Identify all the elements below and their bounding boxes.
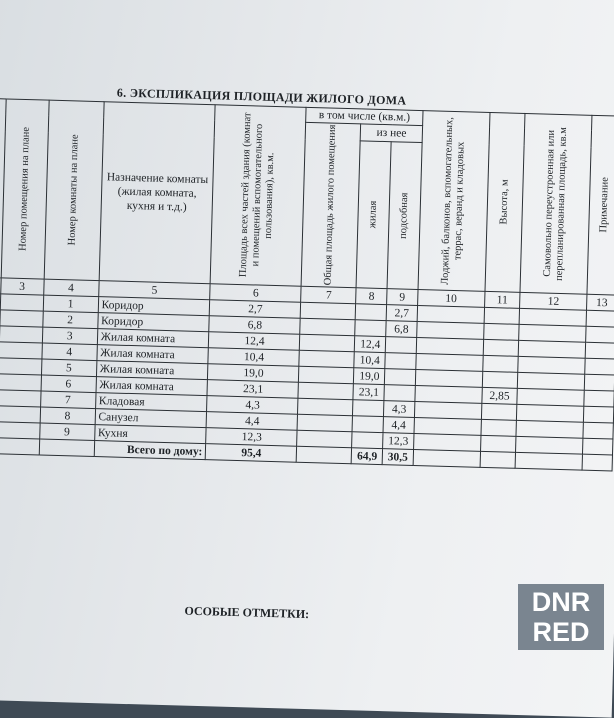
cell-room-no: 2 — [42, 311, 97, 329]
cell-room-no: 1 — [43, 295, 98, 313]
cell-loggias — [416, 337, 483, 355]
cell-note — [584, 406, 614, 423]
cell-common-living — [297, 430, 352, 448]
header-living: жилая — [357, 141, 392, 289]
cell-unauthorized — [519, 324, 586, 342]
cell-height — [481, 419, 517, 436]
header-room-no-plan: Номер помещения на плане — [1, 99, 49, 279]
total-common — [297, 446, 352, 464]
cell-loggias — [413, 433, 480, 451]
cell-note — [583, 438, 613, 455]
cell-height — [483, 339, 519, 356]
cell-loggias — [415, 385, 482, 403]
col-number: 11 — [484, 291, 520, 308]
cell-unauthorized — [519, 308, 586, 326]
col-number: 9 — [387, 289, 418, 306]
cell-purpose: Кухня — [94, 425, 206, 444]
cell-purpose: Жилая комната — [97, 329, 209, 348]
header-loggias: Лоджий, балконов, вспомогательных, террас, веранд и кладовых — [418, 111, 490, 292]
header-note: Примечание — [587, 115, 614, 295]
cell-auxiliary: 4,3 — [384, 401, 415, 418]
cell-living — [352, 432, 383, 449]
total-living: 64,9 — [352, 448, 383, 465]
cell-living: 12,4 — [355, 336, 386, 353]
cell-note — [583, 422, 613, 439]
header-including: в том числе (кв.м.) — [306, 107, 423, 125]
header-height: Высота, м — [485, 112, 525, 292]
cell-common-living — [301, 302, 356, 320]
cell-room-no-plan — [0, 422, 40, 439]
cell-room-no-plan — [0, 390, 41, 407]
cell-room-no: 6 — [41, 375, 96, 393]
cell-note — [584, 374, 614, 391]
col-number: 13 — [587, 294, 614, 311]
cell-note — [585, 342, 614, 359]
cell-note — [584, 390, 614, 407]
watermark-line: DNR — [518, 587, 604, 617]
col-number: 8 — [356, 288, 387, 305]
cell-common-living — [299, 350, 354, 368]
cell-room-no: 5 — [41, 359, 96, 377]
cell-unauthorized — [516, 420, 583, 438]
cell-auxiliary: 2,7 — [386, 305, 417, 322]
col-number: 3 — [0, 278, 43, 295]
cell-living — [355, 320, 386, 337]
cell-unauthorized — [518, 356, 585, 374]
cell-note — [585, 358, 614, 375]
total-empty — [413, 449, 480, 467]
cell-height — [483, 355, 519, 372]
header-unauthorized: Самовольно переустроенная или перепланированная площадь, кв.м — [520, 113, 592, 294]
cell-living: 23,1 — [353, 384, 384, 401]
cell-purpose: Жилая комната — [96, 377, 208, 396]
cell-auxiliary: 4,4 — [383, 417, 414, 434]
cell-room-no-plan — [0, 294, 43, 311]
cell-common-living — [298, 414, 353, 432]
cell-auxiliary — [385, 337, 416, 354]
section-title: 6. ЭКСПЛИКАЦИЯ ПЛОЩАДИ ЖИЛОГО ДОМА — [117, 86, 407, 109]
header-common-living: Общая площадь жилого помещения — [302, 122, 362, 287]
cell-common-living — [300, 318, 355, 336]
total-empty — [480, 451, 516, 468]
cell-unauthorized — [516, 436, 583, 454]
cell-loggias — [417, 306, 484, 324]
cell-unauthorized — [517, 404, 584, 422]
cell-purpose: Коридор — [97, 313, 209, 332]
cell-room-no-plan — [0, 342, 42, 359]
cell-unauthorized — [517, 388, 584, 406]
cell-loggias — [414, 417, 481, 435]
header-of-which: из нее — [361, 124, 423, 143]
cell-purpose: Жилая комната — [96, 361, 208, 380]
cell-room-no: 9 — [39, 423, 94, 441]
cell-purpose: Жилая комната — [97, 345, 209, 364]
cell-unauthorized — [517, 372, 584, 390]
cell-room-no-plan — [0, 326, 42, 343]
area-explication-table — [0, 98, 614, 472]
watermark-logo — [518, 584, 604, 650]
header-total-area: Площадь всех частей здания (комнат и помещений вспомогательного пользования), кв.м. — [211, 105, 307, 286]
cell-purpose: Коридор — [98, 297, 210, 316]
cell-living — [356, 304, 387, 321]
cell-loggias — [415, 369, 482, 387]
total-label: Всего по дому: — [94, 441, 206, 460]
cell-total-area: 2,7 — [210, 300, 301, 319]
cell-room-no: 3 — [42, 327, 97, 345]
cell-height — [481, 403, 517, 420]
total-aux: 30,5 — [382, 449, 413, 466]
col-number: 4 — [43, 279, 98, 297]
cell-common-living — [298, 382, 353, 400]
cell-common-living — [300, 334, 355, 352]
header-room-no-room: Номер комнаты на плане — [44, 100, 104, 280]
table-body — [0, 293, 614, 455]
cell-auxiliary: 6,8 — [386, 321, 417, 338]
cell-living — [352, 416, 383, 433]
col-number: 12 — [520, 292, 587, 310]
special-marks-heading: ОСОБЫЕ ОТМЕТКИ: — [184, 604, 309, 622]
cell-auxiliary: 12,3 — [383, 433, 414, 450]
cell-room-no-plan — [0, 406, 40, 423]
cell-common-living — [299, 366, 354, 384]
col-number: 7 — [301, 286, 356, 304]
cell-note — [586, 310, 614, 327]
cell-height — [480, 435, 516, 452]
total-empty — [39, 439, 94, 457]
cell-living — [353, 400, 384, 417]
cell-purpose: Санузел — [95, 409, 207, 428]
cell-total-area: 4,4 — [207, 412, 298, 431]
col-number: 6 — [210, 284, 301, 303]
cell-loggias — [414, 401, 481, 419]
col-number: 5 — [98, 281, 210, 300]
cell-total-area: 10,4 — [208, 348, 299, 367]
cell-room-no-plan — [0, 374, 41, 391]
cell-loggias — [416, 353, 483, 371]
cell-room-no-plan — [0, 358, 42, 375]
cell-living: 19,0 — [354, 368, 385, 385]
cell-room-no: 8 — [40, 407, 95, 425]
cell-auxiliary — [384, 369, 415, 386]
total-empty — [515, 452, 582, 470]
cell-total-area: 12,3 — [206, 428, 297, 447]
cell-total-area: 6,8 — [209, 316, 300, 335]
cell-purpose: Кладовая — [95, 393, 207, 412]
cell-unauthorized — [518, 340, 585, 358]
total-area: 95,4 — [206, 444, 297, 463]
watermark-line: RED — [518, 617, 604, 647]
cell-height — [483, 323, 519, 340]
cell-height — [484, 307, 520, 324]
cell-loggias — [416, 321, 483, 339]
total-empty — [0, 438, 39, 455]
cell-total-area: 19,0 — [208, 364, 299, 383]
total-empty — [582, 454, 612, 471]
col-number: 10 — [417, 290, 484, 308]
cell-auxiliary — [385, 353, 416, 370]
cell-auxiliary — [384, 385, 415, 402]
cell-common-living — [298, 398, 353, 416]
cell-total-area: 4,3 — [207, 396, 298, 415]
cell-height — [482, 371, 518, 388]
header-purpose: Назначение комнаты (жилая комната, кухня и т.д.) — [99, 102, 216, 284]
cell-note — [586, 326, 614, 343]
cell-height: 2,85 — [482, 387, 518, 404]
cell-total-area: 12,4 — [209, 332, 300, 351]
cell-room-no: 4 — [42, 343, 97, 361]
cell-room-no-plan — [0, 310, 43, 327]
cell-total-area: 23,1 — [207, 380, 298, 399]
header-auxiliary: подсобная — [387, 142, 422, 290]
cell-room-no: 7 — [40, 391, 95, 409]
cell-living: 10,4 — [354, 352, 385, 369]
